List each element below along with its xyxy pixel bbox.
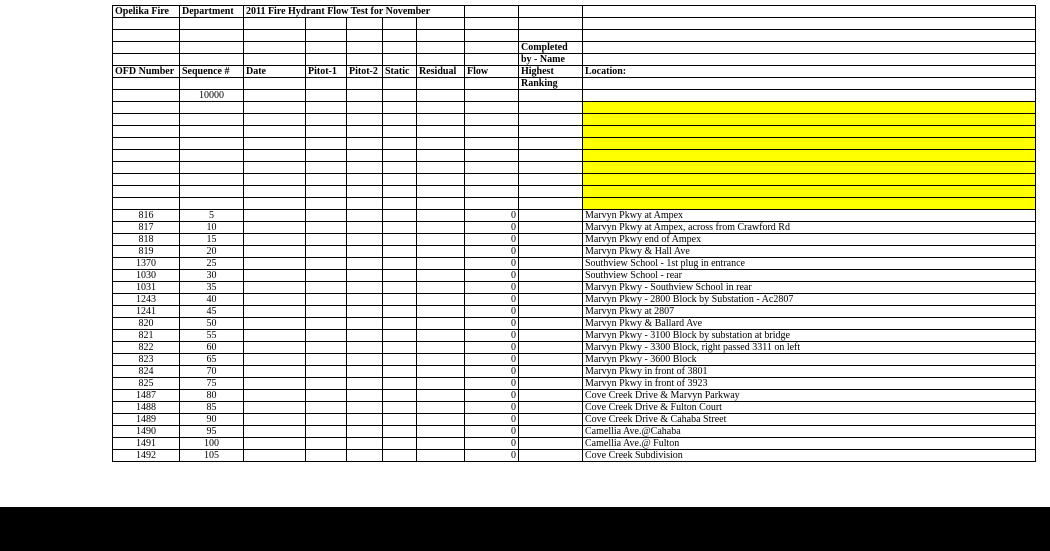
- static-cell: [383, 270, 417, 282]
- sequence-cell: 80: [180, 390, 244, 402]
- sequence-cell: 75: [180, 378, 244, 390]
- residual-cell: [417, 330, 465, 342]
- flow-cell: 0: [465, 318, 519, 330]
- location-cell: Cove Creek Drive & Fulton Court: [583, 402, 1036, 414]
- date-cell: [244, 258, 306, 270]
- pitot-1-cell: [306, 282, 347, 294]
- date-cell: [244, 234, 306, 246]
- static-cell: [383, 426, 417, 438]
- date-cell: [244, 246, 306, 258]
- pitot-1-cell: [306, 306, 347, 318]
- ofd-number-cell: 817: [113, 222, 180, 234]
- pitot-2-cell: [347, 378, 383, 390]
- sequence-cell: 100: [180, 438, 244, 450]
- completed-by-cell: [519, 270, 583, 282]
- pitot-2-cell: [347, 258, 383, 270]
- location-cell: Marvyn Pkwy end of Ampex: [583, 234, 1036, 246]
- flow-cell: 0: [465, 390, 519, 402]
- static-cell: [383, 282, 417, 294]
- pitot-2-cell: [347, 390, 383, 402]
- static-cell: [383, 318, 417, 330]
- blank-row: [113, 30, 1036, 42]
- location-cell: Cove Creek Drive & Cahaba Street: [583, 414, 1036, 426]
- sequence-cell: 50: [180, 318, 244, 330]
- static-cell: [383, 234, 417, 246]
- header-row-completed: [113, 42, 1036, 54]
- ofd-number-cell: 824: [113, 366, 180, 378]
- date-cell: [244, 330, 306, 342]
- col-residual: Residual: [417, 66, 465, 78]
- static-cell: [383, 330, 417, 342]
- screen-bottom-bar: [0, 507, 1050, 551]
- highlighted-blank-row: [113, 138, 1036, 150]
- ofd-number-cell: 825: [113, 378, 180, 390]
- completed-by-cell: [519, 330, 583, 342]
- completed-by-cell: [519, 390, 583, 402]
- residual-cell: [417, 342, 465, 354]
- ofd-number-cell: 818: [113, 234, 180, 246]
- static-cell: [383, 402, 417, 414]
- location-cell: Marvyn Pkwy & Ballard Ave: [583, 318, 1036, 330]
- pitot-1-cell: [306, 450, 347, 462]
- static-cell: [383, 354, 417, 366]
- pitot-2-cell: [347, 330, 383, 342]
- flow-cell: 0: [465, 210, 519, 222]
- pitot-2-cell: [347, 210, 383, 222]
- highlighted-location-cell: [583, 186, 1036, 198]
- completed-by-cell: [519, 426, 583, 438]
- ofd-number-cell: 821: [113, 330, 180, 342]
- table-row: [113, 270, 1036, 282]
- static-cell: [383, 390, 417, 402]
- location-cell: Marvyn Pkwy at 2807: [583, 306, 1036, 318]
- completed-by-cell: [519, 402, 583, 414]
- pitot-2-cell: [347, 294, 383, 306]
- location-cell: Marvyn Pkwy at Ampex: [583, 210, 1036, 222]
- completed-by-cell: [519, 378, 583, 390]
- highlighted-blank-row: [113, 174, 1036, 186]
- date-cell: [244, 210, 306, 222]
- flow-cell: 0: [465, 294, 519, 306]
- highlighted-blank-row: [113, 102, 1036, 114]
- ofd-number-cell: 1488: [113, 402, 180, 414]
- date-cell: [244, 282, 306, 294]
- completed-by-cell: [519, 450, 583, 462]
- completed-by-cell: [519, 438, 583, 450]
- completed-by-cell: [519, 294, 583, 306]
- date-cell: [244, 402, 306, 414]
- highlighted-location-cell: [583, 162, 1036, 174]
- location-cell: Marvyn Pkwy - 3600 Block: [583, 354, 1036, 366]
- pitot-1-cell: [306, 318, 347, 330]
- table-row: [113, 438, 1036, 450]
- pitot-2-cell: [347, 354, 383, 366]
- col-flow: Flow: [465, 66, 519, 78]
- flow-cell: 0: [465, 450, 519, 462]
- highlighted-blank-row: [113, 126, 1036, 138]
- date-cell: [244, 426, 306, 438]
- date-cell: [244, 378, 306, 390]
- residual-cell: [417, 294, 465, 306]
- location-cell: Marvyn Pkwy - 2800 Block by Substation - Ac2807: [583, 294, 1036, 306]
- header-row-ranking: [113, 78, 1036, 90]
- static-cell: [383, 378, 417, 390]
- table-row: [113, 294, 1036, 306]
- pitot-1-cell: [306, 258, 347, 270]
- completed-by-cell: [519, 246, 583, 258]
- completed-by-cell: [519, 414, 583, 426]
- sequence-cell: 5: [180, 210, 244, 222]
- static-cell: [383, 342, 417, 354]
- completed-label-line4: Ranking: [519, 78, 583, 90]
- flow-cell: 0: [465, 426, 519, 438]
- table-row: [113, 450, 1036, 462]
- ofd-number-cell: 1489: [113, 414, 180, 426]
- table-row: [113, 282, 1036, 294]
- sequence-cell: 90: [180, 414, 244, 426]
- static-cell: [383, 294, 417, 306]
- residual-cell: [417, 438, 465, 450]
- flow-cell: 0: [465, 414, 519, 426]
- highlighted-location-cell: [583, 198, 1036, 210]
- pitot-1-cell: [306, 414, 347, 426]
- pitot-2-cell: [347, 318, 383, 330]
- residual-cell: [417, 366, 465, 378]
- date-cell: [244, 318, 306, 330]
- flow-cell: 0: [465, 438, 519, 450]
- highlighted-location-cell: [583, 150, 1036, 162]
- flow-cell: 0: [465, 366, 519, 378]
- static-cell: [383, 438, 417, 450]
- table-row: [113, 402, 1036, 414]
- highlighted-blank-row: [113, 198, 1036, 210]
- pitot-1-cell: [306, 246, 347, 258]
- sequence-cell: 70: [180, 366, 244, 378]
- date-cell: [244, 354, 306, 366]
- hydrant-flow-test-sheet: [112, 5, 1036, 462]
- sequence-start-row: [113, 90, 1036, 102]
- highlighted-location-cell: [583, 102, 1036, 114]
- date-cell: [244, 414, 306, 426]
- pitot-1-cell: [306, 270, 347, 282]
- residual-cell: [417, 318, 465, 330]
- pitot-1-cell: [306, 366, 347, 378]
- col-ofd-number: OFD Number: [113, 66, 180, 78]
- pitot-2-cell: [347, 414, 383, 426]
- pitot-2-cell: [347, 450, 383, 462]
- pitot-1-cell: [306, 378, 347, 390]
- pitot-2-cell: [347, 366, 383, 378]
- date-cell: [244, 306, 306, 318]
- residual-cell: [417, 306, 465, 318]
- date-cell: [244, 450, 306, 462]
- date-cell: [244, 390, 306, 402]
- pitot-1-cell: [306, 402, 347, 414]
- sequence-cell: 85: [180, 402, 244, 414]
- ofd-number-cell: 819: [113, 246, 180, 258]
- date-cell: [244, 342, 306, 354]
- pitot-1-cell: [306, 294, 347, 306]
- location-cell: Southview School - rear: [583, 270, 1036, 282]
- sequence-cell: 65: [180, 354, 244, 366]
- sequence-cell: 55: [180, 330, 244, 342]
- completed-by-cell: [519, 210, 583, 222]
- pitot-1-cell: [306, 222, 347, 234]
- org-name-part2: Department: [180, 6, 244, 18]
- static-cell: [383, 222, 417, 234]
- col-pitot-2: Pitot-2: [347, 66, 383, 78]
- residual-cell: [417, 222, 465, 234]
- col-sequence: Sequence #: [180, 66, 244, 78]
- highlighted-blank-row: [113, 186, 1036, 198]
- table-row: [113, 378, 1036, 390]
- residual-cell: [417, 270, 465, 282]
- completed-by-cell: [519, 222, 583, 234]
- sequence-cell: 45: [180, 306, 244, 318]
- highlighted-blank-row: [113, 114, 1036, 126]
- residual-cell: [417, 258, 465, 270]
- location-cell: Cove Creek Drive & Marvyn Parkway: [583, 390, 1036, 402]
- completed-by-cell: [519, 258, 583, 270]
- ofd-number-cell: 1370: [113, 258, 180, 270]
- static-cell: [383, 246, 417, 258]
- flow-cell: 0: [465, 330, 519, 342]
- flow-cell: 0: [465, 354, 519, 366]
- org-name-part1: Opelika Fire: [113, 6, 180, 18]
- sequence-cell: 60: [180, 342, 244, 354]
- ofd-number-cell: 1031: [113, 282, 180, 294]
- residual-cell: [417, 402, 465, 414]
- sequence-cell: 40: [180, 294, 244, 306]
- pitot-1-cell: [306, 354, 347, 366]
- flow-cell: 0: [465, 258, 519, 270]
- completed-by-cell: [519, 234, 583, 246]
- column-header-row: [113, 66, 1036, 78]
- title-row: [113, 6, 1036, 18]
- col-date: Date: [244, 66, 306, 78]
- date-cell: [244, 294, 306, 306]
- table-row: [113, 234, 1036, 246]
- date-cell: [244, 438, 306, 450]
- ofd-number-cell: 1491: [113, 438, 180, 450]
- completed-label-line2: by - Name: [519, 54, 583, 66]
- residual-cell: [417, 390, 465, 402]
- ofd-number-cell: 1030: [113, 270, 180, 282]
- sequence-cell: 105: [180, 450, 244, 462]
- highlighted-location-cell: [583, 114, 1036, 126]
- static-cell: [383, 306, 417, 318]
- location-cell: Marvyn Pkwy - Southview School in rear: [583, 282, 1036, 294]
- pitot-1-cell: [306, 390, 347, 402]
- table-row: [113, 342, 1036, 354]
- ofd-number-cell: 1241: [113, 306, 180, 318]
- residual-cell: [417, 210, 465, 222]
- pitot-2-cell: [347, 342, 383, 354]
- pitot-1-cell: [306, 342, 347, 354]
- completed-by-cell: [519, 342, 583, 354]
- highlighted-blank-row: [113, 150, 1036, 162]
- ofd-number-cell: 820: [113, 318, 180, 330]
- table-row: [113, 246, 1036, 258]
- flow-cell: 0: [465, 342, 519, 354]
- flow-cell: 0: [465, 222, 519, 234]
- completed-by-cell: [519, 282, 583, 294]
- residual-cell: [417, 450, 465, 462]
- table-row: [113, 354, 1036, 366]
- blank-row: [113, 18, 1036, 30]
- table-row: [113, 306, 1036, 318]
- table-row: [113, 426, 1036, 438]
- residual-cell: [417, 234, 465, 246]
- table-row: [113, 390, 1036, 402]
- residual-cell: [417, 414, 465, 426]
- sequence-cell: 30: [180, 270, 244, 282]
- sequence-cell: 95: [180, 426, 244, 438]
- flow-cell: 0: [465, 246, 519, 258]
- pitot-2-cell: [347, 270, 383, 282]
- pitot-2-cell: [347, 282, 383, 294]
- sequence-cell: 15: [180, 234, 244, 246]
- pitot-1-cell: [306, 210, 347, 222]
- ofd-number-cell: 1243: [113, 294, 180, 306]
- location-cell: Marvyn Pkwy in front of 3923: [583, 378, 1036, 390]
- sequence-start-value: 10000: [180, 90, 244, 102]
- highlighted-blank-row: [113, 162, 1036, 174]
- table-row: [113, 414, 1036, 426]
- completed-label-line1: Completed: [519, 42, 583, 54]
- flow-cell: 0: [465, 402, 519, 414]
- pitot-2-cell: [347, 222, 383, 234]
- table-row: [113, 258, 1036, 270]
- pitot-2-cell: [347, 402, 383, 414]
- ofd-number-cell: 822: [113, 342, 180, 354]
- pitot-1-cell: [306, 426, 347, 438]
- location-cell: Marvyn Pkwy in front of 3801: [583, 366, 1036, 378]
- table-row: [113, 210, 1036, 222]
- completed-by-cell: [519, 366, 583, 378]
- table-row: [113, 318, 1036, 330]
- location-cell: Southview School - 1st plug in entrance: [583, 258, 1036, 270]
- static-cell: [383, 366, 417, 378]
- location-cell: Marvyn Pkwy at Ampex, across from Crawford Rd: [583, 222, 1036, 234]
- pitot-1-cell: [306, 330, 347, 342]
- location-cell: Camellia Ave.@Cahaba: [583, 426, 1036, 438]
- sequence-cell: 10: [180, 222, 244, 234]
- location-cell: Marvyn Pkwy - 3100 Block by substation at bridge: [583, 330, 1036, 342]
- flow-cell: 0: [465, 378, 519, 390]
- completed-by-cell: [519, 318, 583, 330]
- static-cell: [383, 258, 417, 270]
- col-location: Location:: [583, 66, 1036, 78]
- table-row: [113, 222, 1036, 234]
- highlighted-location-cell: [583, 138, 1036, 150]
- pitot-2-cell: [347, 426, 383, 438]
- sheet-title: 2011 Fire Hydrant Flow Test for November: [244, 6, 465, 18]
- completed-by-cell: [519, 306, 583, 318]
- highlighted-location-cell: [583, 174, 1036, 186]
- location-cell: Marvyn Pkwy - 3300 Block, right passed 3311 on left: [583, 342, 1036, 354]
- sequence-cell: 20: [180, 246, 244, 258]
- ofd-number-cell: 1487: [113, 390, 180, 402]
- col-static: Static: [383, 66, 417, 78]
- pitot-2-cell: [347, 246, 383, 258]
- date-cell: [244, 222, 306, 234]
- completed-by-cell: [519, 354, 583, 366]
- date-cell: [244, 270, 306, 282]
- sequence-cell: 35: [180, 282, 244, 294]
- highlighted-location-cell: [583, 126, 1036, 138]
- ofd-number-cell: 823: [113, 354, 180, 366]
- table-row: [113, 366, 1036, 378]
- completed-label-line3: Highest: [519, 66, 583, 78]
- residual-cell: [417, 246, 465, 258]
- residual-cell: [417, 378, 465, 390]
- static-cell: [383, 210, 417, 222]
- ofd-number-cell: 1490: [113, 426, 180, 438]
- location-cell: Cove Creek Subdivision: [583, 450, 1036, 462]
- col-pitot-1: Pitot-1: [306, 66, 347, 78]
- residual-cell: [417, 354, 465, 366]
- flow-cell: 0: [465, 282, 519, 294]
- static-cell: [383, 450, 417, 462]
- date-cell: [244, 366, 306, 378]
- pitot-2-cell: [347, 306, 383, 318]
- residual-cell: [417, 426, 465, 438]
- ofd-number-cell: 1492: [113, 450, 180, 462]
- location-cell: Camellia Ave.@ Fulton: [583, 438, 1036, 450]
- pitot-1-cell: [306, 234, 347, 246]
- table-row: [113, 330, 1036, 342]
- flow-cell: 0: [465, 306, 519, 318]
- flow-cell: 0: [465, 234, 519, 246]
- sequence-cell: 25: [180, 258, 244, 270]
- static-cell: [383, 414, 417, 426]
- header-row-byname: [113, 54, 1036, 66]
- flow-cell: 0: [465, 270, 519, 282]
- pitot-2-cell: [347, 234, 383, 246]
- ofd-number-cell: 816: [113, 210, 180, 222]
- pitot-1-cell: [306, 438, 347, 450]
- pitot-2-cell: [347, 438, 383, 450]
- residual-cell: [417, 282, 465, 294]
- location-cell: Marvyn Pkwy & Hall Ave: [583, 246, 1036, 258]
